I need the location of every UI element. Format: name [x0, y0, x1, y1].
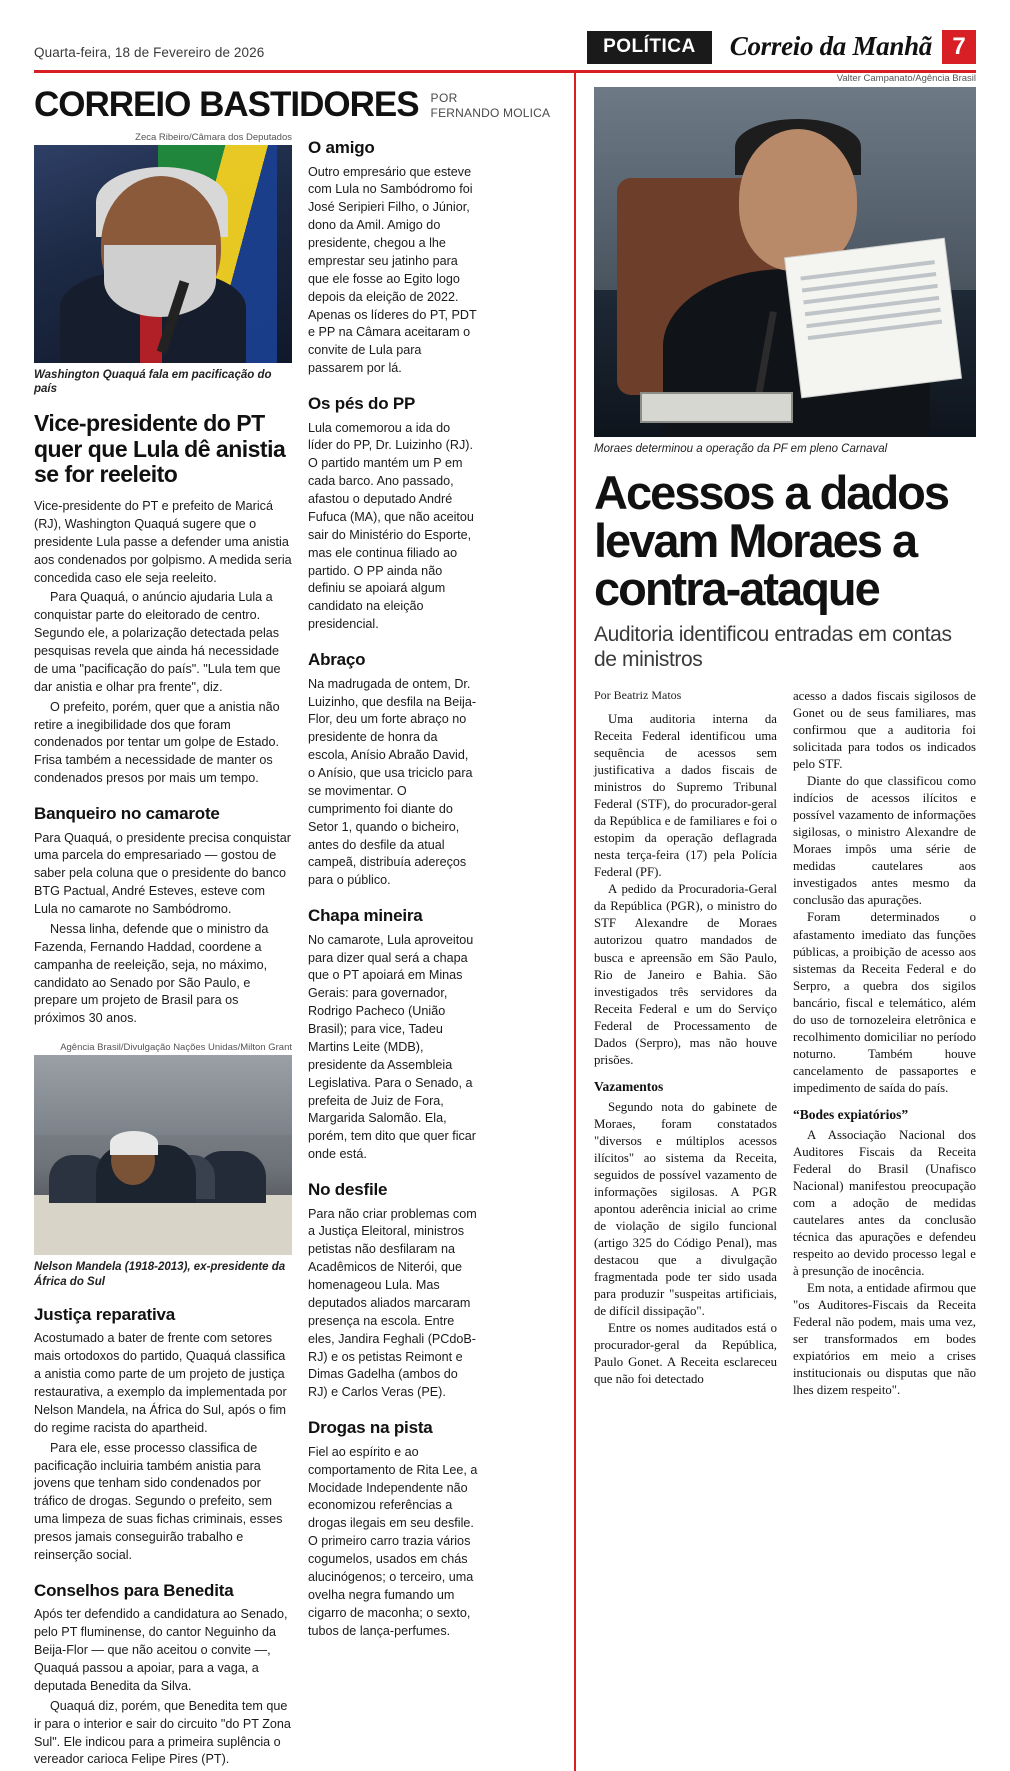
- main-headline: Acessos a dados levam Moraes a contra-ataque: [594, 465, 949, 615]
- photo-moraes: [594, 87, 976, 437]
- left-columns: [34, 132, 558, 1771]
- right-subhead-bodes: “Bodes expiatórios”: [793, 1106, 909, 1122]
- left-section-1-p1: Para Quaquá, o presidente precisa conquistar uma parcela do empresariado — gostou de saber pela coluna que o presidente do banco BTG Pactual, André Esteves, esteve com Lula no camarote no Sambódromo.: [34, 830, 291, 917]
- left-section-2-p1: Acostumado a bater de frente com setores mais ortodoxos do partido, Quaquá classifica a anistia como parte de um projeto de justiça restaurativa, a exemplo da implementada por Nelson Mandela, na África do Sul, após o fim do regime racista do apartheid.: [34, 1331, 287, 1435]
- right-c2-p1: acesso a dados fiscais sigilosos de Gonet ou de seus familiares, mas confirmou que a auditoria foi solicitada para todos os indicados pelo STF.: [793, 689, 976, 772]
- right-column-2: [793, 688, 976, 1399]
- photo1-credit: Zeca Ribeiro/Câmara dos Deputados: [135, 132, 292, 143]
- right-subhead-vazamentos: Vazamentos: [594, 1078, 664, 1094]
- column-header: [34, 87, 558, 122]
- note-3-text: Na madrugada de ontem, Dr. Luizinho, que desfila na Beija-Flor, deu um forte abraço no presidente de honra da escola, Anísio Abraão David, o Anísio, que usa triciclo para se movimentar. O cumprimento foi diante do Setor 1, quando o bicheiro, antes do desfile da atual campeã, distribuía adereços para o público.: [308, 676, 477, 888]
- masthead-right: [587, 30, 976, 64]
- byline-prefix: POR: [430, 91, 458, 105]
- note-2-text: Lula comemorou a ida do líder do PP, Dr. Luizinho (RJ). O partido mantém um P em cada barco. Ano passado, afastou o deputado André Fufuca (MA), que não aceitou sair do Ministério do Esporte, mas ele continua filiado ao partido. O PP ainda não definiu se apoiará algum candidato na eleição presidencial.: [308, 420, 474, 632]
- photo2-caption: Nelson Mandela (1918-2013), ex-presidente da África do Sul: [34, 1261, 286, 1288]
- right-c1-p2: A pedido da Procuradoria-Geral da República (PGR), o ministro do STF Alexandre de Moraes autorizou quatro mandados de busca e apreensão em São Paulo, Rio de Janeiro e Bahia. São investigados três servidores da Receita Federal e um do Serviço Federal de Processamento de Dados (Serpro), mas não houve prisões.: [594, 882, 777, 1067]
- byline-author: FERNANDO MOLICA: [430, 106, 551, 120]
- right-c1-p4: Entre os nomes auditados está o procurador-geral da República, Paulo Gonet. A Receita esclareceu que não foi detectado: [594, 1320, 777, 1386]
- masthead: [34, 28, 976, 64]
- right-columns: [594, 688, 976, 1399]
- right-c2-p5: Em nota, a entidade afirmou que "os Auditores-Fiscais da Receita Federal não podem, mais uma vez, ser transformados em bodes expiatórios em meio a crises institucionais ou disputas que não lhes dizem respeito".: [793, 1280, 976, 1397]
- left-lead-p1: Vice-presidente do PT e prefeito de Maricá (RJ), Washington Quaquá sugere que o presidente Lula passe a defender uma anistia aos condenados por golpismo. A medida seria concedida caso ele seja reeleito.: [34, 499, 292, 585]
- note-6-text: Fiel ao espírito e ao comportamento de Rita Lee, a Mocidade Independente não economizou referências a drogas ilegais em seu desfile. O primeiro carro trazia vários cogumelos, usados em chás alucinógenos; o terceiro, uma ovelha negra fumando um cigarro de maconha; o sexto, tubos de lança-perfumes.: [308, 1444, 478, 1638]
- right-c2-p2: Diante do que classificou como indícios de acessos ilícitos e possível vazamento de informações sigilosas, o ministro Alexandre de Moraes impôs uma série de medidas cautelares aos investigados antes mesmo da conclusão das apurações.: [793, 774, 976, 908]
- left-section-3-p2: Quaquá diz, porém, que Benedita tem que ir para o interior e sair do circuito "do PT Zona Sul". Ele indicou para a primeira suplência o vereador carioca Felipe Pires (PT).: [34, 1698, 291, 1767]
- note-5-text: Para não criar problemas com a Justiça Eleitoral, ministros petistas não desfilaram na Acadêmicos de Niterói, que homenageou Lula. Mas deputados aliados marcaram presença na escola. Entre eles, Jandira Feghali (PCdoB-RJ) e os petistas Reimont e Dimas Gadelha (ambos do RJ) e Carlos Veras (PE).: [308, 1206, 477, 1400]
- right-photo-caption: Moraes determinou a operação da PF em pleno Carnaval: [594, 443, 888, 455]
- right-column-1: [594, 688, 777, 1399]
- photo1-caption: Washington Quaquá fala em pacificação do país: [34, 369, 272, 396]
- note-5-title: No desfile: [308, 1180, 388, 1200]
- note-4-text: No camarote, Lula aproveitou para dizer qual será a chapa que o PT apoiará em Minas Gerais: para governador, Rodrigo Pacheco (União Brasil); para vice, Tadeu Martins Leite (MDB), presidente da Assembleia Legislativa. Para o Senado, a prefeita de Juiz de Fora, Margarida Salomão. Ela, porém, tem dito que quer ficar onde está.: [308, 932, 476, 1162]
- photo-quaqua: [34, 145, 292, 363]
- note-6-title: Drogas na pista: [308, 1418, 433, 1438]
- article-byline: Por Beatriz Matos: [594, 688, 682, 703]
- left-lead-p3: O prefeito, porém, quer que a anistia não retire a inegibilidade dos que foram condenados por tentar um golpe de Estado. Frisa também a necessidade de manter os condenados presos por mais um tempo.: [34, 699, 280, 786]
- main-deck: Auditoria identificou entradas em contas de ministros: [594, 622, 952, 671]
- right-photo-credit: Valter Campanato/Agência Brasil: [836, 73, 976, 84]
- left-lead-p2: Para Quaquá, o anúncio ajudaria Lula a conquistar parte do eleitorado de centro. Segundo ele, a polarização detectada pelas pesquisas revela que ainda há necessidade de uma "pacificação do país". "Lula tem que dar anistia e olhar pra frente", diz.: [34, 590, 281, 694]
- section-tag: POLÍTICA: [587, 31, 712, 64]
- note-2-title: Os pés do PP: [308, 394, 416, 414]
- left-main-column: [34, 132, 292, 1771]
- right-c2-p3: Foram determinados o afastamento imediato das funções públicas, a proibição de acesso aos sistemas da Receita Federal e do Serpro, a quebra dos sigilos bancário, fiscal e telemático, além do uso de tornozeleira eletrônica e recolhimento domiciliar no período noturno. Também houve cancelamento de passaportes e impedimento de saída do país.: [793, 910, 976, 1095]
- page-body: [34, 73, 976, 1771]
- left-zone: [34, 73, 576, 1771]
- note-1-text: Outro empresário que esteve com Lula no Sambódromo foi José Seripieri Filho, o Júnior, dono da Amil. Amigo do presidente, chegou a lhe emprestar seu jatinho para que ele fosse ao Egito logo depois da eleição de 2022. Apenas os líderes do PT, PDT e PP na Câmara aceitaram o convite de Lula para passarem por lá.: [308, 164, 477, 376]
- paper-name: Correio da Manhã: [729, 30, 932, 61]
- photo-mandela: [34, 1055, 292, 1255]
- right-zone: [576, 73, 976, 1771]
- right-c2-p4: A Associação Nacional dos Auditores Fiscais da Receita Federal do Brasil (Unafisco Nacional) manifestou preocupação com a adoção de medidas cautelares antes da conclusão técnica das apurações e defendeu respeito ao devido processo legal e à presunção de inocência.: [793, 1127, 976, 1278]
- left-section-3-p1: Após ter defendido a candidatura ao Senado, pelo PT fluminense, do cantor Neguinho da Beija-Flor — que não aceitou o convite —, Quaquá passou a apoiar, para a vaga, a deputada Benedita da Silva.: [34, 1607, 288, 1693]
- right-c1-p3: Segundo nota do gabinete de Moraes, foram constatados "diversos e múltiplos acessos ilícitos" ao sistema da Receita, seguidos de possível vazamento de informações sigilosas. A PGR apontou aderência inicial ao crime de violação de sigilo funcional (artigo 325 do Código Penal), mas destacou que a divulgação fragmentada pode ter sido usada para produzir "suspeitas artificiais, de difícil dissipação".: [594, 1099, 777, 1318]
- left-section-2-title: Justiça reparativa: [34, 1304, 175, 1324]
- note-4-title: Chapa mineira: [308, 906, 423, 926]
- left-section-3-title: Conselhos para Benedita: [34, 1580, 234, 1600]
- note-3-title: Abraço: [308, 650, 366, 670]
- left-section-1-p2: Nessa linha, defende que o ministro da Fazenda, Fernando Haddad, coordene a campanha de reeleição, seja, no máximo, candidato ao Senado por São Paulo, e prepare um projeto de Brasil para os próximos 30 anos.: [34, 921, 269, 1026]
- page-number: 7: [942, 30, 976, 64]
- left-section-2-p2: Para ele, esse processo classifica de pacificação incluiria também anistia para jovens que tenham sido condenados por tráfico de drogas. Segundo o prefeito, sem uma limpeza de suas fichas criminais, esses presos jamais conseguirão trabalho e reinserção social.: [34, 1440, 283, 1562]
- note-1-title: O amigo: [308, 138, 375, 157]
- right-c1-p1: Uma auditoria interna da Receita Federal identificou uma sequência de acessos sem justificativa a dados fiscais de ministros do Supremo Tribunal Federal (STF), do procurador-geral da República e de familiares e foi o estopim da operação deflagrada nesta terça-feira (17) pela Polícia Federal (PF).: [594, 712, 777, 880]
- publication-date: Quarta-feira, 18 de Fevereiro de 2026: [34, 45, 265, 60]
- left-notes-column: [308, 132, 478, 1771]
- left-section-1-title: Banqueiro no camarote: [34, 804, 220, 823]
- column-title: CORREIO BASTIDORES: [34, 85, 419, 124]
- column-byline: [431, 87, 551, 121]
- left-headline: Vice-presidente do PT quer que Lula dê anistia se for reeleito: [34, 409, 286, 488]
- photo2-credit: Agência Brasil/Divulgação Nações Unidas/Milton Grant: [60, 1042, 292, 1054]
